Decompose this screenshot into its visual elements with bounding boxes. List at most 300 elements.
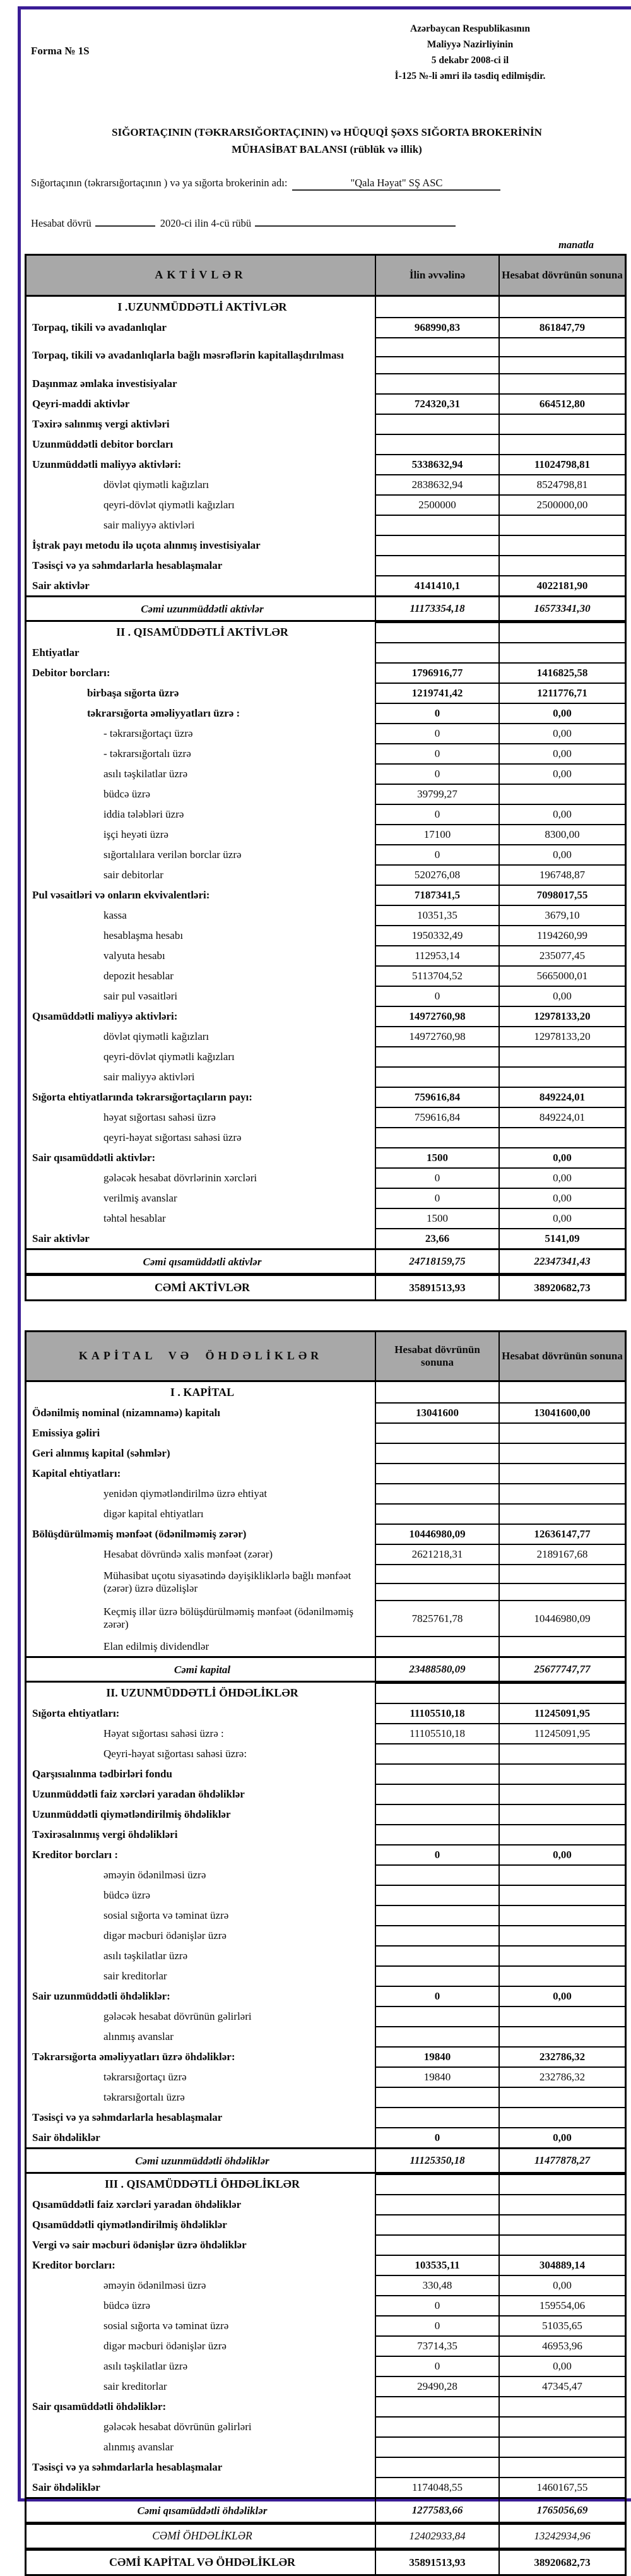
value-period-end: 0,00 [498,723,625,743]
value-period-end: 11245091,95 [498,1703,625,1723]
value-year-start: 520276,08 [375,864,498,885]
assets-table [25,254,627,1301]
column-header-aktivler: AKTİVLƏR [155,268,247,282]
value-period-end: 11477878,27 [498,2149,625,2172]
value-period-end [498,2026,625,2046]
table-row [27,2214,625,2234]
value-year-start: 35891513,93 [375,1276,498,1299]
row-label: digər məcburi ödənişlər üzrə [103,2339,227,2352]
value-period-end [498,2174,625,2194]
table-row [27,1188,625,1208]
value-year-start: 1500 [375,1208,498,1228]
blank-underline [95,225,155,227]
approval-line: 5 dekabr 2008-ci il [431,55,509,66]
row-label: Kreditor borcları: [32,2258,115,2271]
row-label: Elan edilmiş dividendlər [103,1640,209,1652]
row-label: sair debitorlar [103,868,163,881]
table-row [27,1248,625,1275]
row-label: gələcək hesabat dövrünün gəlirləri [103,2010,252,2022]
table-row [27,1107,625,1127]
table-row [27,1804,625,1824]
row-label: Pul vəsaitləri və onların ekvivalentləri: [32,888,210,901]
table-row [27,2194,625,2214]
row-label: digər kapital ehtiyatları [103,1507,204,1520]
value-year-start [375,555,498,575]
table-row [27,1925,625,1945]
liabilities-table-body [25,1382,627,2576]
table-row [27,986,625,1006]
value-year-start: 4141410,1 [375,575,498,595]
value-period-end [498,784,625,804]
row-label: Sığorta ehtiyatlarında təkrarsığortaçıların payı: [32,1090,252,1103]
value-year-start: 73714,35 [375,2335,498,2356]
row-label: dövlət qiymətli kağızları [103,478,209,491]
row-label: Cəmi qısamüddətli aktivlər [143,1255,262,1268]
insurer-name-value: "Qala Həyat" SŞ ASC [292,177,500,191]
value-year-start: 29490,28 [375,2376,498,2396]
value-year-start [375,1743,498,1763]
table-row [27,1127,625,1147]
value-year-start [375,1864,498,1885]
table-row [27,642,625,662]
row-label: asılı təşkilatlar üzrə [103,767,188,780]
row-label: Cəmi uzunmüddətli öhdəliklər [135,2154,269,2167]
row-label: Həyat sığortası sahəsi üzrə : [103,1727,224,1739]
row-label: Qeyri-maddi aktivlər [32,397,130,410]
value-period-end [498,1763,625,1784]
table-row [27,1824,625,1844]
value-period-end: 8524798,81 [498,474,625,494]
value-year-start: 724320,31 [375,393,498,414]
row-label: Sair aktivlər [32,1232,90,1244]
row-label: - təkrarsığortalı üzrə [103,747,191,760]
value-period-end: 0,00 [498,2356,625,2376]
table-row [27,2087,625,2107]
value-period-end: 3679,10 [498,905,625,925]
value-year-start [375,1683,498,1703]
table-row [27,1443,625,1463]
table-row [27,2477,625,2497]
value-year-start: 2838632,94 [375,474,498,494]
table-row [27,2396,625,2416]
column-header-kapital-ohdeliker: KAPİTAL VƏ ÖHDƏLİKLƏR [78,1349,323,1363]
table-row [27,1026,625,1046]
row-label: sair kreditorlar [103,2380,167,2392]
row-label: yenidən qiymətləndirilmə üzrə ehtiyat [103,1487,268,1500]
value-year-start: 1219741,42 [375,683,498,703]
value-period-end [498,1683,625,1703]
value-year-start: 0 [375,743,498,763]
value-year-start: 0 [375,763,498,784]
value-year-start [375,1965,498,1986]
approval-line: Maliyyə Nazirliyinin [427,39,514,51]
table-row [27,1483,625,1503]
value-period-end: 5141,09 [498,1228,625,1248]
value-year-start [375,1127,498,1147]
value-period-end: 0,00 [498,763,625,784]
liabilities-table-header [25,1330,627,1382]
table-row [27,1723,625,1743]
table-row [27,2066,625,2087]
value-period-end [498,1382,625,1402]
value-year-start [375,1824,498,1844]
value-year-start [375,1945,498,1965]
row-label: Cəmi uzunmüddətli aktivlər [141,602,264,615]
row-label: verilmiş avanslar [103,1191,177,1204]
row-label: Torpaq, tikili və avadanlıqlar [32,321,167,333]
value-year-start: 11105510,18 [375,1703,498,1723]
value-year-start: 0 [375,2295,498,2315]
value-year-start: 17100 [375,824,498,844]
value-period-end [498,373,625,393]
table-row [27,1006,625,1026]
value-period-end: 1416825,58 [498,662,625,683]
value-period-end [498,1483,625,1503]
table-row [27,2315,625,2335]
row-label: II . QISAMÜDDƏTLİ AKTİVLƏR [116,625,288,638]
value-period-end: 664512,80 [498,393,625,414]
table-row [27,703,625,723]
table-row [27,1905,625,1925]
row-label: CƏMİ KAPİTAL VƏ ÖHDƏLİKLƏR [109,2556,296,2569]
row-label: sığortalılara verilən borclar üzrə [103,848,242,861]
table-row [27,1784,625,1804]
table-row [27,1524,625,1544]
value-period-end [498,1066,625,1087]
table-row [27,885,625,905]
value-period-end: 2189167,68 [498,1544,625,1564]
value-period-end: 46953,96 [498,2335,625,2356]
table-row [27,1275,625,1299]
table-row [27,1147,625,1167]
value-period-end [498,2436,625,2457]
table-row [27,2497,625,2524]
column-header-period-end-1: Hesabat dövrünün sonuna [375,1332,498,1380]
row-label: dövlət qiymətli kağızları [103,1030,209,1042]
row-label: Uzunmüddətli faiz xərcləri yaradan öhdəliklər [32,1787,245,1800]
row-label: əməyin ödənilməsi üzrə [103,2279,206,2291]
row-label: gələcək hesabat dövrünün gəlirləri [103,2420,252,2433]
row-label: Cəmi qısamüddətli öhdəliklər [137,2504,268,2517]
value-period-end: 13041600,00 [498,1402,625,1422]
row-label: həyat sığortası sahəsi üzrə [103,1111,216,1123]
table-row [27,454,625,474]
table-row [27,1703,625,1723]
row-label: I . KAPİTAL [170,1385,235,1398]
value-period-end: 12978133,20 [498,1006,625,1026]
value-period-end [498,1824,625,1844]
value-period-end: 0,00 [498,844,625,864]
table-row [27,373,625,393]
row-label: qeyri-dövlət qiymətli kağızları [103,498,235,511]
value-period-end: 2500000,00 [498,494,625,515]
value-year-start [375,642,498,662]
approval-line: İ-125 №-li əmri ilə təsdiq edilmişdir. [394,71,546,82]
value-year-start: 35891513,93 [375,2551,498,2574]
value-year-start [375,1564,498,1600]
value-year-start: 10351,35 [375,905,498,925]
value-year-start: 23488580,09 [375,1658,498,1681]
value-period-end: 0,00 [498,743,625,763]
value-period-end [498,1046,625,1066]
value-period-end: 304889,14 [498,2255,625,2275]
row-label: kassa [103,909,127,921]
row-label: Torpaq, tikili və avadanlıqlarla bağlı məsrəflərin kapitallaşdırılması [32,349,344,362]
row-label: Ehtiyatlar [32,646,80,659]
assets-table-body [25,297,627,1301]
value-year-start: 11125350,18 [375,2149,498,2172]
row-label: Geri alınmış kapital (səhmlər) [32,1446,170,1459]
table-row [27,535,625,555]
value-year-start [375,2234,498,2255]
value-year-start [375,373,498,393]
table-row [27,1656,625,1683]
table-row [27,494,625,515]
row-label: sair maliyyə aktivləri [103,518,195,531]
value-period-end [498,1443,625,1463]
table-row [27,2174,625,2194]
value-period-end [498,1885,625,1905]
value-year-start [375,2396,498,2416]
value-period-end: 0,00 [498,703,625,723]
row-label: asılı təşkilatlar üzrə [103,1949,188,1962]
row-label: Kapital ehtiyatları: [32,1467,121,1479]
value-period-end [498,2194,625,2214]
row-label: alınmış avanslar [103,2440,174,2453]
document-header [23,18,630,84]
row-label: Təsisçi və ya səhmdarlarla hesablaşmalar [32,2111,223,2123]
value-period-end: 4022181,90 [498,575,625,595]
insurer-name-line [31,177,624,191]
row-label: əməyin ödənilməsi üzrə [103,1868,206,1881]
table-row [27,1743,625,1763]
value-period-end: 0,00 [498,1986,625,2006]
value-year-start [375,535,498,555]
value-year-start: 759616,84 [375,1107,498,1127]
table-row [27,824,625,844]
value-year-start: 1277583,66 [375,2499,498,2522]
value-period-end: 38920682,73 [498,2551,625,2574]
value-period-end: 38920682,73 [498,1276,625,1299]
value-year-start [375,297,498,317]
value-period-end [498,1905,625,1925]
value-period-end: 51035,65 [498,2315,625,2335]
row-label: Sair öhdəliklər [32,2481,100,2493]
value-period-end [498,2457,625,2477]
approval-note [325,21,615,84]
value-year-start: 19840 [375,2066,498,2087]
value-year-start [375,2174,498,2194]
value-period-end [498,2234,625,2255]
value-period-end [498,337,625,373]
value-year-start [375,1885,498,1905]
value-year-start [375,434,498,454]
page-content [21,9,631,2576]
value-period-end [498,1422,625,1443]
table-row [27,1763,625,1784]
blank-underline [255,225,456,227]
value-year-start: 0 [375,844,498,864]
table-row [27,2046,625,2066]
table-row [27,595,625,622]
value-period-end [498,555,625,575]
value-year-start: 19840 [375,2046,498,2066]
table-row [27,2549,625,2574]
value-period-end: 0,00 [498,1208,625,1228]
value-year-start: 1950332,49 [375,925,498,945]
row-label: iddia tələbləri üzrə [103,808,184,820]
row-label: digər məcburi ödənişlər üzrə [103,1929,227,1941]
table-row [27,2356,625,2376]
row-label: Sair öhdəliklər [32,2131,100,2144]
value-period-end [498,1564,625,1600]
value-period-end: 11245091,95 [498,1723,625,1743]
table-row [27,662,625,683]
value-period-end [498,642,625,662]
table-row [27,2275,625,2295]
value-period-end [498,434,625,454]
table-row [27,474,625,494]
row-label: Sair uzunmüddətli öhdəliklər: [32,1989,170,2002]
table-row [27,1683,625,1703]
row-label: Sair qısamüddətli öhdəliklər: [32,2400,167,2412]
value-period-end: 0,00 [498,986,625,1006]
table-row [27,297,625,317]
value-year-start [375,1784,498,1804]
column-header-year-start: İlin əvvəlinə [375,256,498,295]
row-label: CƏMİ ÖHDƏLİKLƏR [152,2529,252,2543]
value-year-start [375,414,498,434]
value-period-end [498,1965,625,1986]
table-row [27,1422,625,1443]
value-period-end: 0,00 [498,2127,625,2147]
row-label: qeyri-həyat sığortası sahəsi üzrə [103,1131,242,1143]
value-period-end [498,1743,625,1763]
value-period-end [498,1636,625,1656]
table-row [27,2376,625,2396]
table-row [27,905,625,925]
value-period-end: 0,00 [498,1147,625,1167]
currency-note: manatla [558,239,594,251]
table-row [27,1402,625,1422]
table-row [27,1167,625,1188]
liabilities-table [25,1330,627,2576]
value-period-end: 11024798,81 [498,454,625,474]
insurer-name-label: Sığortaçının (təkrarsığortaçının ) və ya sığorta brokerinin adı: [31,177,288,189]
value-year-start: 0 [375,723,498,743]
row-label: - təkrarsığortaçı üzrə [103,727,193,739]
value-period-end: 1194260,99 [498,925,625,945]
row-label: təkrarsığortaçı üzrə [103,2070,187,2083]
value-period-end: 1765056,69 [498,2499,625,2522]
value-period-end: 861847,79 [498,317,625,337]
table-row [27,2436,625,2457]
table-row [27,1844,625,1864]
table-row [27,1463,625,1483]
row-label: birbaşa sığorta üzrə [87,686,179,699]
row-label: büdcə üzrə [103,787,151,800]
value-year-start [375,1422,498,1443]
table-row [27,965,625,986]
value-period-end [498,2396,625,2416]
value-period-end: 235077,45 [498,945,625,965]
row-label: Təsisçi və ya səhmdarlarla hesablaşmalar [32,2460,223,2473]
row-label: Vergi və sair məcburi ödənişlər üzrə öhdəliklər [32,2238,247,2251]
value-period-end [498,515,625,535]
row-label: Mühasibat uçotu siyasətində dəyişikliklərlə bağlı mənfəət (zərər) üzrə düzəlişlər [103,1570,351,1594]
table-row [27,1544,625,1564]
value-year-start: 7825761,78 [375,1600,498,1636]
value-year-start [375,1925,498,1945]
value-year-start [375,2416,498,2436]
value-period-end [498,622,625,642]
table-row [27,2107,625,2127]
value-period-end [498,2107,625,2127]
row-label: Qarşısıalınma tədbirləri fondu [32,1767,172,1780]
table-row [27,393,625,414]
value-year-start: 1796916,77 [375,662,498,683]
row-label: Hesabat dövründə xalis mənfəət (zərər) [103,1547,273,1560]
row-label: sosial sığorta və təminat üzrə [103,2319,229,2332]
value-period-end: 25677747,77 [498,1658,625,1681]
value-year-start: 24718159,75 [375,1250,498,1273]
table-row [27,784,625,804]
table-row [27,2416,625,2436]
value-period-end: 0,00 [498,1167,625,1188]
value-year-start: 23,66 [375,1228,498,1248]
table-row [27,2006,625,2026]
value-period-end: 7098017,55 [498,885,625,905]
table-row [27,844,625,864]
value-year-start [375,1804,498,1824]
value-year-start [375,1763,498,1784]
row-label: hesablaşma hesabı [103,929,184,941]
row-label: Keçmiş illər üzrə bölüşdürülməmiş mənfəət (ödənilməmiş zərər) [103,1606,354,1630]
row-label: Qısamüddətli maliyyə aktivləri: [32,1010,178,1022]
value-year-start: 5113704,52 [375,965,498,986]
value-year-start: 14972760,98 [375,1006,498,1026]
row-label: Qeyri-həyat sığortası sahəsi üzrə: [103,1747,247,1760]
value-year-start: 5338632,94 [375,454,498,474]
value-year-start [375,2436,498,2457]
row-label: CƏMİ AKTİVLƏR [154,1281,251,1294]
value-year-start: 10446980,09 [375,1524,498,1544]
value-year-start: 330,48 [375,2275,498,2295]
value-period-end [498,2087,625,2107]
value-period-end: 1460167,55 [498,2477,625,2497]
value-period-end: 16573341,30 [498,597,625,620]
value-year-start [375,1382,498,1402]
row-label: sair pul vəsaitləri [103,989,178,1002]
value-year-start: 0 [375,703,498,723]
value-year-start [375,2194,498,2214]
row-label: Təxirəsalınmış vergi öhdəlikləri [32,1828,178,1840]
table-row [27,2255,625,2275]
reporting-period-label: Hesabat dövrü [31,217,91,230]
table-row [27,945,625,965]
value-year-start: 0 [375,1188,498,1208]
value-year-start [375,2214,498,2234]
table-row [27,1864,625,1885]
table-row [27,723,625,743]
value-period-end [498,2006,625,2026]
form-number: Forma № 1S [31,45,90,57]
value-period-end: 12636147,77 [498,1524,625,1544]
value-year-start: 0 [375,2356,498,2376]
table-row [27,1885,625,1905]
table-row [27,804,625,824]
value-year-start: 12402933,84 [375,2525,498,2548]
